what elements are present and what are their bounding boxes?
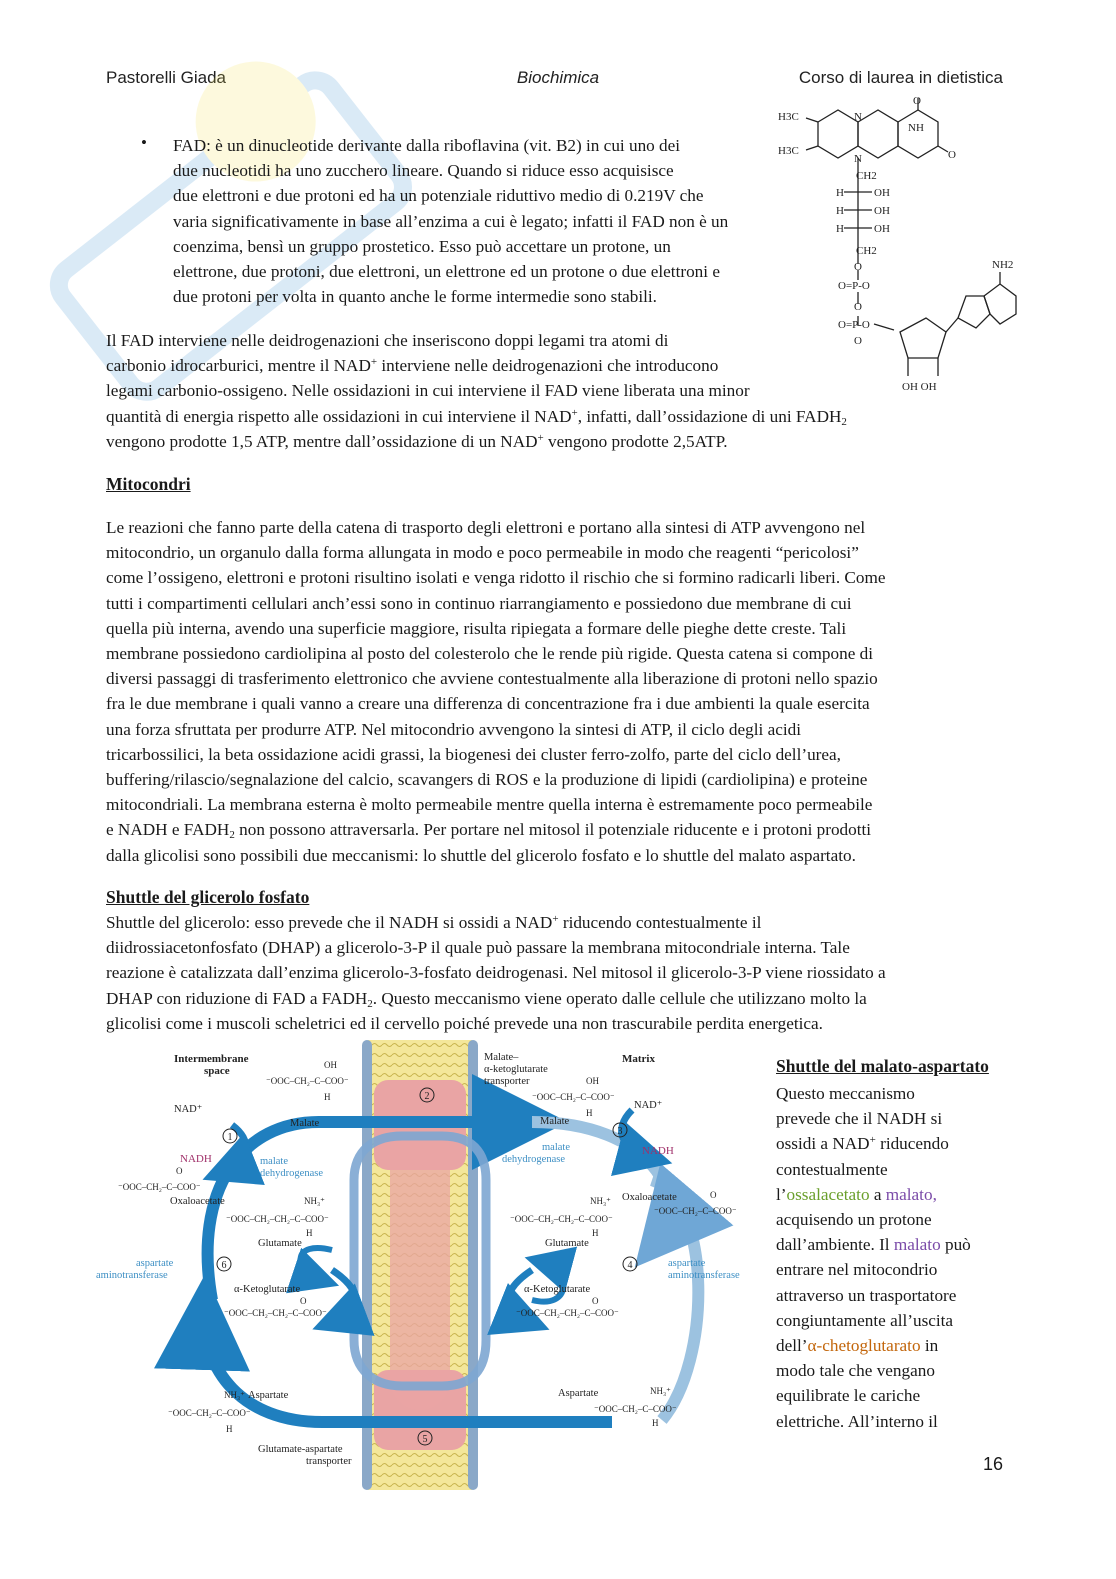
- formula-oh: OH: [324, 1060, 337, 1070]
- fad-line: due protoni per volta in quanto anche le forme intermedie sono stabili.: [173, 287, 657, 307]
- label-glutamate-right: Glutamate: [545, 1238, 589, 1249]
- side-line: elettriche. All’interno il: [776, 1411, 938, 1431]
- label-transporter1b: α-ketoglutarate: [484, 1064, 548, 1075]
- p1-line: legami carbonio-ossigeno. Nelle ossidazioni in cui interviene il FAD viene liberata una minor: [106, 381, 750, 401]
- mito-line: tricarbossilici, la beta ossidazione acidi grassi, la biogenesi dei cluster ferro-zolfo, parte del ciclo dell’urea,: [106, 744, 841, 764]
- ch2-label: CH2: [856, 170, 877, 182]
- mito-paragraph: [106, 515, 1011, 868]
- ch2-label: CH2: [856, 245, 877, 257]
- heading-mitocondri: Mitocondri: [106, 474, 191, 494]
- formula-akg-left: ⁻OOC–CH₂–CH₂–C–COO⁻: [224, 1308, 327, 1318]
- o-label: O: [948, 149, 956, 161]
- formula-h: H: [592, 1228, 599, 1238]
- page-number: 16: [982, 1454, 1003, 1474]
- oh-label: OH: [874, 187, 890, 199]
- glic-line: Shuttle del glicerolo: esso prevede che il NADH si ossidi a NAD+ riducendo contestualmente il: [106, 913, 762, 932]
- glicerolo-paragraph: [106, 910, 1011, 1036]
- heading-glicerolo: Shuttle del glicerolo fosfato: [106, 887, 310, 907]
- label-transporter1a: Malate–: [484, 1052, 519, 1063]
- formula-nh3: NH₃⁺: [224, 1390, 245, 1400]
- nh-label: NH: [908, 122, 924, 134]
- label-nad-left: NAD⁺: [174, 1104, 203, 1115]
- label-aspartate-left: Aspartate: [248, 1390, 289, 1401]
- label-md2-right: dehydrogenase: [502, 1154, 565, 1165]
- phosphate-label: O=P-O: [838, 319, 870, 331]
- mito-line: mitocondriali. La membrana esterna è molto permeabile mentre quella interna è estremamente poco permeabile: [106, 795, 873, 815]
- side-line: Questo meccanismo: [776, 1084, 915, 1103]
- step-1: 1: [227, 1132, 233, 1143]
- mito-line: quella più interna, avendo una superficie maggiore, risulta ripiegata a formare delle pieghe dette creste. Tali: [106, 618, 847, 638]
- label-akg-right: α-Ketoglutarate: [524, 1284, 591, 1295]
- label-transporter2a: Glutamate-aspartate: [258, 1444, 343, 1455]
- mito-line: come l’ossigeno, elettroni e protoni risultino isolati e venga ridotto il rischio che si formino radicarli liberi. Come: [106, 568, 886, 588]
- mito-line: mitocondrio, un organulo dalla forma allungata in modo e poco permeabile in modo che reagenti “pericolosi”: [106, 543, 859, 563]
- fad-line: varia significativamente in base all’enzima a cui è legato; infatti il FAD non è un: [173, 211, 729, 231]
- side-line: dell’α-chetoglutarato in: [776, 1336, 939, 1356]
- label-matrix: Matrix: [622, 1053, 655, 1065]
- p1-line: Il FAD interviene nelle deidrogenazioni che inseriscono doppi legami tra atomi di: [106, 331, 669, 350]
- formula-oaa-right: ⁻OOC–CH₂–C–COO⁻: [654, 1206, 737, 1216]
- fad-line: FAD: è un dinucleotide derivante dalla riboflavina (vit. B2) in cui uno dei: [173, 136, 681, 155]
- side-line: contestualmente: [776, 1159, 888, 1179]
- p1-line: carbonio idrocarburici, mentre il NAD+ interviene nelle deidrogenazioni che introducono: [106, 356, 719, 376]
- label-md1-right: malate: [542, 1142, 570, 1153]
- h3c-label: H3C: [778, 111, 799, 123]
- fad-line: due nucleotidi ha uno zucchero lineare. Quando si riduce esso acquisisce: [173, 161, 674, 181]
- label-transporter1c: transporter: [484, 1076, 530, 1087]
- formula-malate-right: ⁻OOC–CH₂–C–COO⁻: [532, 1092, 615, 1102]
- fad-line: due elettroni e due protoni ed ha un potenziale riduttivo medio di 0.219V che: [173, 186, 704, 206]
- label-at2-left: aminotransferase: [96, 1270, 168, 1281]
- o-label: O: [854, 261, 862, 273]
- formula-h: H: [586, 1108, 593, 1118]
- formula-malate-left: ⁻OOC–CH₂–C–COO⁻: [266, 1076, 349, 1086]
- step-5: 5: [422, 1434, 428, 1445]
- formula-glu-right: ⁻OOC–CH₂–CH₂–C–COO⁻: [510, 1214, 613, 1224]
- step-6: 6: [221, 1260, 227, 1271]
- side-line: prevede che il NADH si: [776, 1109, 943, 1129]
- step-2: 2: [424, 1091, 430, 1102]
- label-malate-right: Malate: [540, 1116, 570, 1127]
- side-line: attraverso un trasportatore: [776, 1285, 957, 1305]
- formula-nh3: NH₃⁺: [590, 1196, 611, 1206]
- step-4: 4: [627, 1260, 633, 1271]
- side-line: l’ossalacetato a malato,: [776, 1184, 937, 1204]
- mito-line: Le reazioni che fanno parte della catena di trasporto degli elettroni e portano alla sintesi di ATP avvengono nel: [106, 518, 866, 537]
- label-md2-left: dehydrogenase: [260, 1168, 323, 1179]
- side-line: ossidi a NAD+ riducendo: [776, 1134, 949, 1154]
- label-space: space: [204, 1065, 230, 1077]
- label-akg-left: α-Ketoglutarate: [234, 1284, 301, 1295]
- glic-line: reazione è catalizzata dall’enzima glicerolo-3-fosfato deidrogenasi. Nel mitosol il glicerolo-3-P viene riossidato a: [106, 963, 886, 983]
- oh-label: OH: [874, 223, 890, 235]
- mito-line: membrane possiedono cardiolipina al posto del colesterolo che le rende più rigide. Questa catena si compone di: [106, 644, 873, 664]
- formula-akg-right: ⁻OOC–CH₂–CH₂–C–COO⁻: [516, 1308, 619, 1318]
- n-label: N: [854, 111, 862, 123]
- h-label: H: [836, 223, 844, 235]
- step-3: 3: [617, 1126, 623, 1137]
- label-intermembrane: Intermembrane: [174, 1053, 249, 1065]
- fad-paragraph: [106, 328, 966, 454]
- oh-label: OH: [874, 205, 890, 217]
- label-aspartate-right: Aspartate: [558, 1388, 599, 1399]
- mito-line: e NADH e $FADH_2$ non possono attraversarla. Per portare nel mitosol il potenziale riducente e i protoni prodotti: [106, 820, 872, 842]
- formula-o: O: [176, 1166, 183, 1176]
- formula-h: H: [226, 1424, 233, 1434]
- header-course: Corso di laurea in dietistica: [798, 68, 1003, 87]
- glic-line: DHAP con riduzione di FAD a $FADH_2$. Questo meccanismo viene operato dalle cellule che utilizzano molto la: [106, 988, 867, 1010]
- formula-asp-left: ⁻OOC–CH₂–C–COO⁻: [168, 1408, 251, 1418]
- malate-aspartate-shuttle-diagram: [92, 1040, 767, 1490]
- p1-line: quantità di energia rispetto alle ossidazioni in cui interviene il NAD+, infatti, dall’ossidazione di uni $FADH_2$: [106, 406, 847, 428]
- label-nadh-left: NADH: [180, 1153, 212, 1165]
- formula-nh3: NH₃⁺: [304, 1196, 325, 1206]
- side-line: congiuntamente all’uscita: [776, 1310, 954, 1330]
- malato-aspartato-text: [776, 1081, 1016, 1434]
- nh2-label: NH2: [992, 259, 1014, 271]
- fad-bullet-text: [173, 133, 823, 309]
- fad-line: elettrone, due protoni, due elettroni, un elettrone ed un protone o due elettroni e: [173, 262, 720, 282]
- formula-o: O: [710, 1190, 717, 1200]
- formula-nh3: NH₃⁺: [650, 1386, 671, 1396]
- formula-h: H: [652, 1418, 659, 1428]
- formula-oaa-left: ⁻OOC–CH₂–C–COO⁻: [118, 1182, 201, 1192]
- h-label: H: [836, 187, 844, 199]
- side-line: equilibrate le cariche: [776, 1386, 921, 1406]
- fad-line: coenzima, bensì un gruppo prostetico. Esso può accettare un protone, un: [173, 236, 671, 256]
- mito-line: buffering/rilascio/segnalazione del calcio, scavangers di ROS e la produzione di lipidi (cardiolipina) e proteine: [106, 770, 868, 790]
- formula-oh: OH: [586, 1076, 599, 1086]
- formula-h: H: [306, 1228, 313, 1238]
- glic-line: glicolisi come i muscoli scheletrici ed il cervello poiché prevede una non trascurabile perdita energetica.: [106, 1013, 823, 1033]
- side-line: modo tale che vengano: [776, 1361, 935, 1381]
- mito-line: una forza sfruttata per produrre ATP. Nel mitocondrio avvengono la sintesi di ATP, il ciclo degli acidi: [106, 719, 801, 739]
- n-label: N: [854, 153, 862, 165]
- label-nad-right: NAD⁺: [634, 1100, 663, 1111]
- formula-asp-right: ⁻OOC–CH₂–C–COO⁻: [594, 1404, 677, 1414]
- mito-line: fra le due membrane i quali vanno a creare una differenza di concentrazione fra i due ambienti la quale esercita: [106, 694, 870, 714]
- header-author: Pastorelli Giada: [106, 68, 227, 87]
- side-line: entrare nel mitocondrio: [776, 1260, 938, 1280]
- phosphate-label: O=P-O: [838, 280, 870, 292]
- o-label: O: [854, 335, 862, 347]
- mito-line: diversi passaggi di trasferimento elettronico che avviene contestualmente alla liberazione di protoni nello spazio: [106, 669, 878, 689]
- mito-line: dalla glicolisi sono possibili due meccanismi: lo shuttle del glicerolo fosfato e lo shuttle del malato aspartato.: [106, 845, 856, 865]
- label-transporter2b: transporter: [306, 1456, 352, 1467]
- formula-o: O: [300, 1296, 307, 1306]
- formula-o: O: [592, 1296, 599, 1306]
- o-label: O: [854, 301, 862, 313]
- label-nadh-right: NADH: [642, 1145, 674, 1157]
- formula-h: H: [324, 1092, 331, 1102]
- p1-line: vengono prodotte 1,5 ATP, mentre dall’ossidazione di un NAD+ vengono prodotte 2,5ATP.: [106, 431, 728, 451]
- label-at1-right: aspartate: [668, 1258, 706, 1269]
- header-subject: Biochimica: [516, 68, 600, 87]
- label-oxaloacetate-left: Oxaloacetate: [170, 1196, 225, 1207]
- mito-line: tutti i compartimenti cellulari anch’essi sono in continuo riarrangiamento e possiedono due membrane di cui: [106, 593, 852, 613]
- h-label: H: [836, 205, 844, 217]
- side-line: acquisendo un protone: [776, 1210, 932, 1230]
- label-at2-right: aminotransferase: [668, 1270, 740, 1281]
- label-md1-left: malate: [260, 1156, 288, 1167]
- side-line: dall’ambiente. Il malato può: [776, 1235, 971, 1255]
- bullet-dot: •: [141, 133, 147, 152]
- heading-malato-aspartato: Shuttle del malato-aspartato: [776, 1056, 989, 1076]
- label-at1-left: aspartate: [136, 1258, 174, 1269]
- label-oxaloacetate-right: Oxaloacetate: [622, 1192, 677, 1203]
- formula-glu-left: ⁻OOC–CH₂–CH₂–C–COO⁻: [226, 1214, 329, 1224]
- oh-oh-label: OH OH: [902, 381, 937, 393]
- o-label: O: [913, 95, 921, 107]
- label-malate-left: Malate: [290, 1118, 320, 1129]
- label-glutamate-left: Glutamate: [258, 1238, 302, 1249]
- h3c-label: H3C: [778, 145, 799, 157]
- glic-line: diidrossiacetonfosfato (DHAP) a glicerolo-3-P il quale può passare la membrana mitocondriale interna. Tale: [106, 938, 850, 958]
